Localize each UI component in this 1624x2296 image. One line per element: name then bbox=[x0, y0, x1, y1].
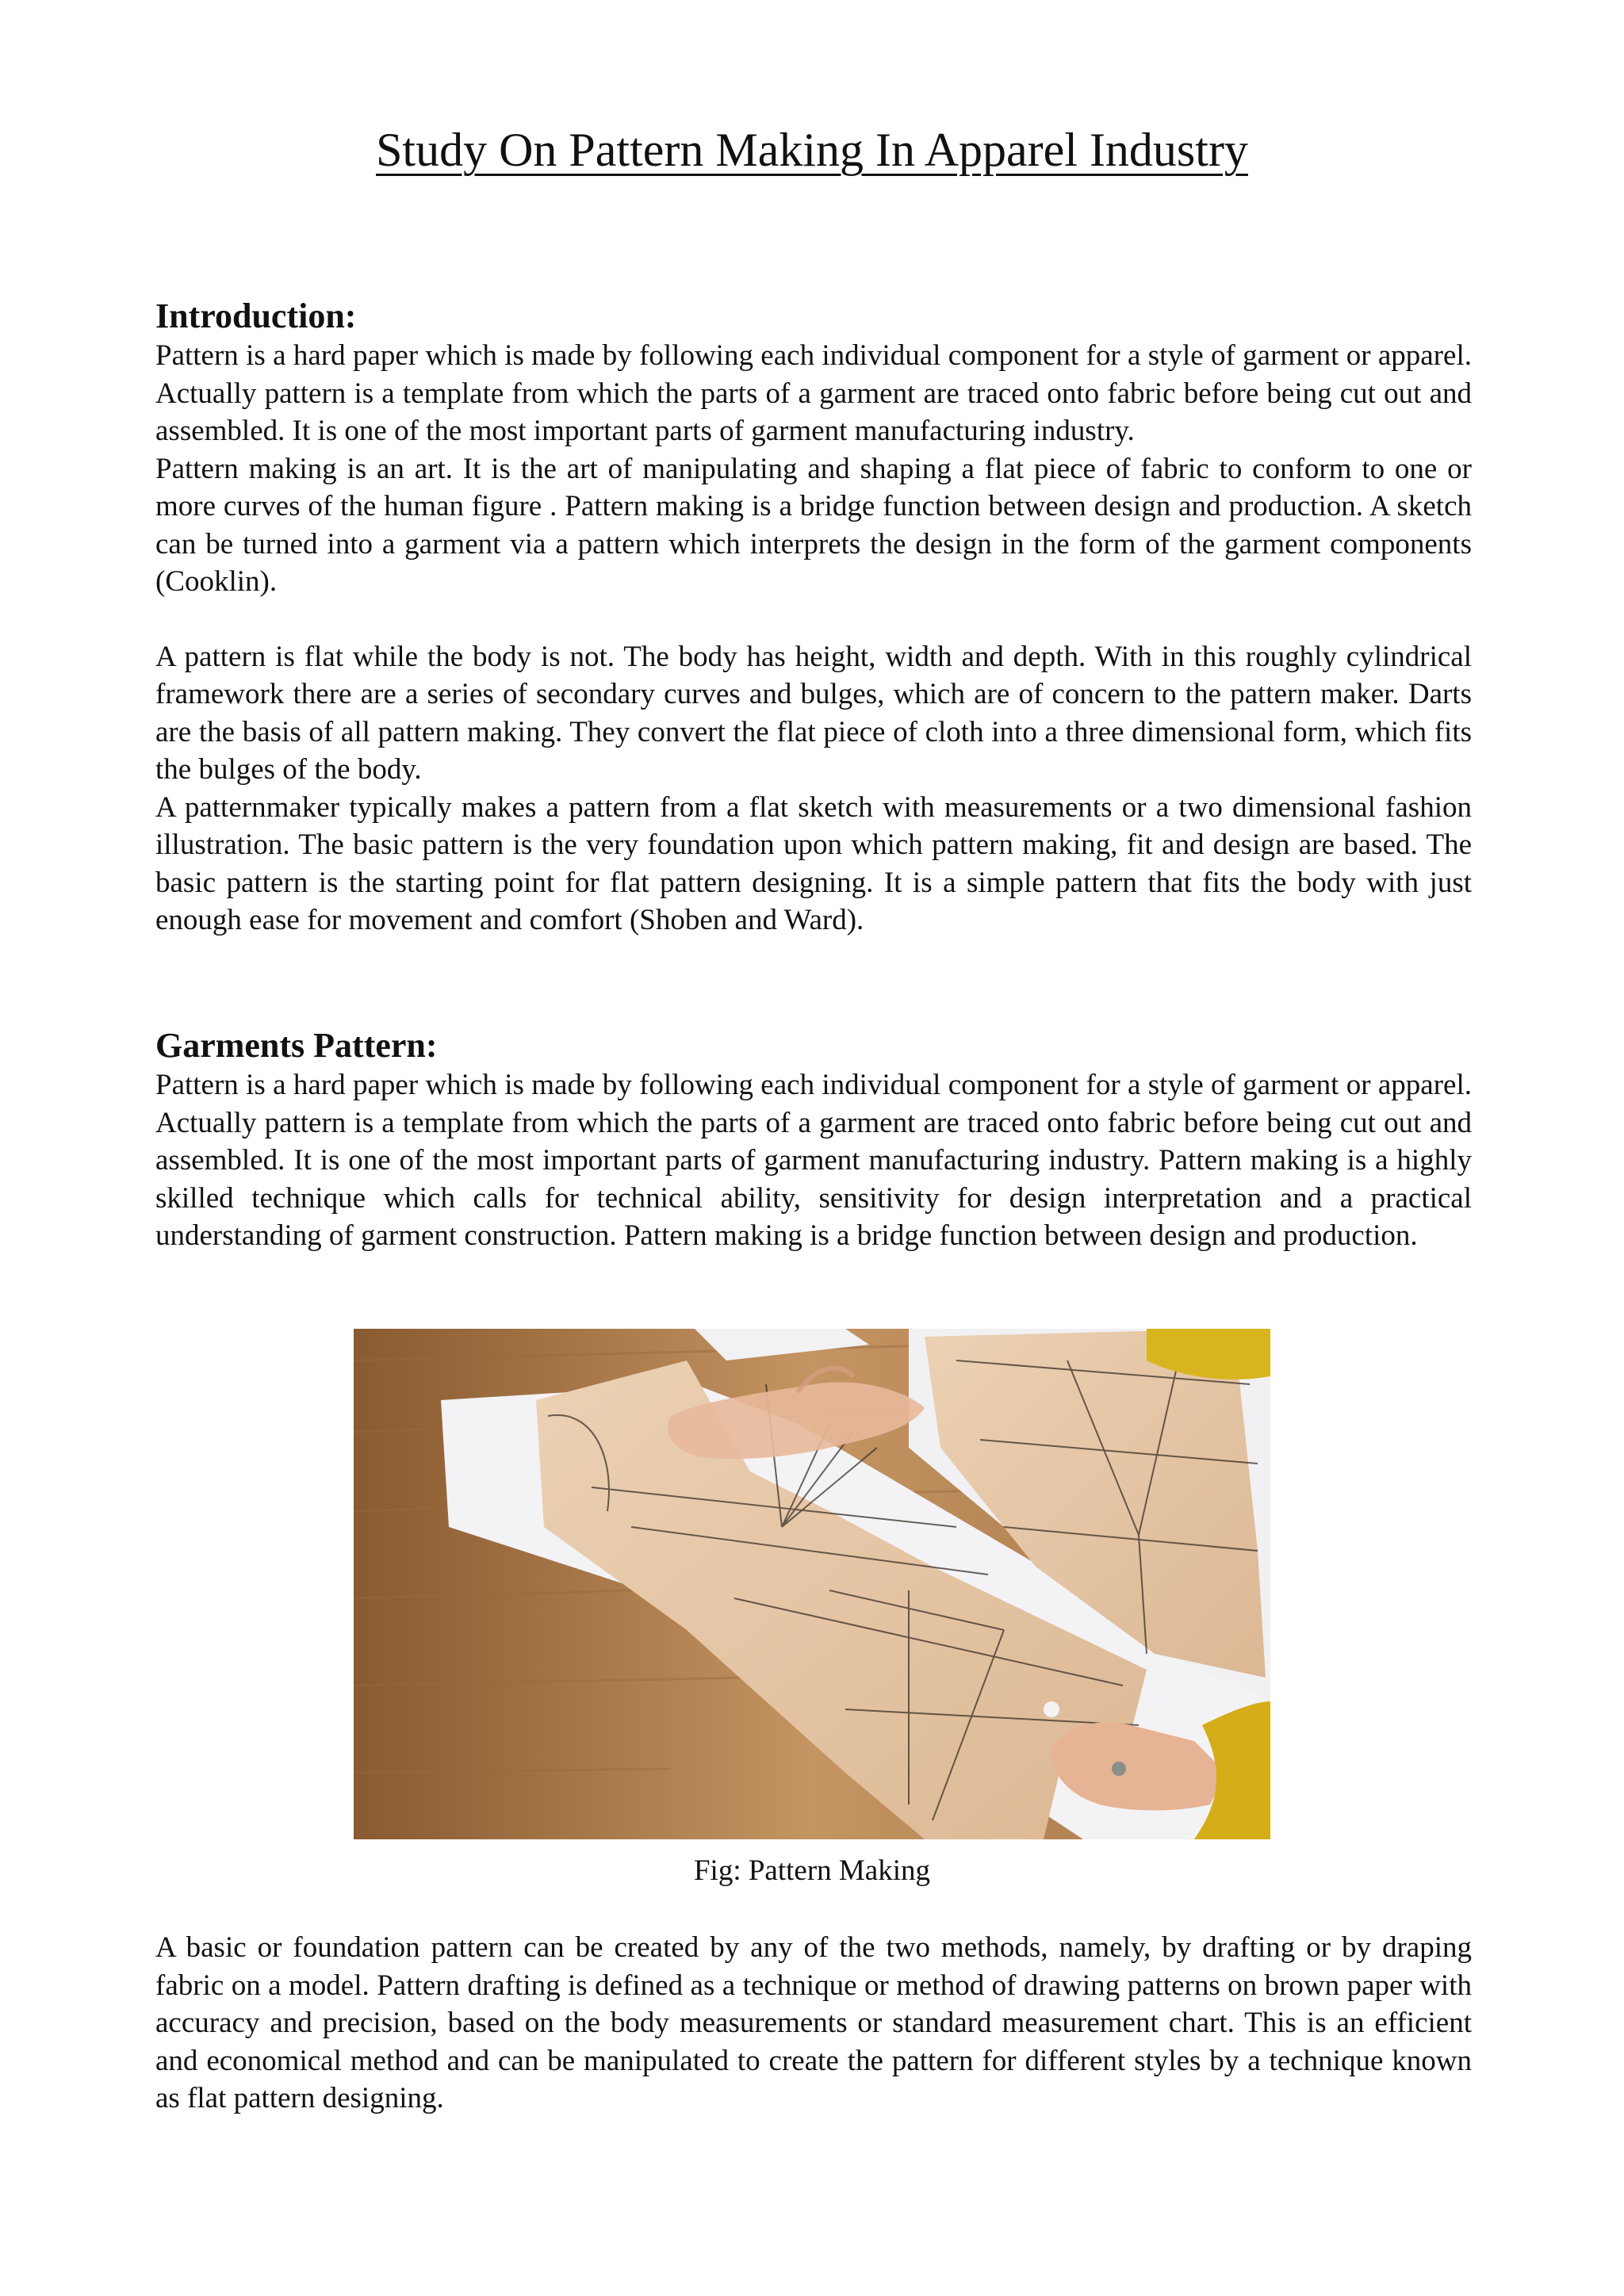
document-title: Study On Pattern Making In Apparel Industry bbox=[376, 124, 1248, 176]
drafting-methods-section bbox=[155, 1929, 1472, 2118]
introduction-paragraph-4: A patternmaker typically makes a pattern from a flat sketch with measurements or a two dimensional fashion illustration. The basic pattern is the very foundation upon which pattern making, fit and design are based. The basic pattern is the starting point for flat pattern designing. It is a simple pattern that fits the body with just enough ease for movement and comfort (Shoben and Ward). bbox=[155, 790, 1472, 936]
introduction-section bbox=[155, 296, 1472, 939]
introduction-paragraph-1: Pattern is a hard paper which is made by following each individual component for a style of garment or apparel. Actually pattern is a template from which the parts of a garment are traced onto fabric before being cut out and assembled. It is one of the most important parts of garment manufacturing industry. bbox=[155, 339, 1472, 447]
garments-pattern-section bbox=[155, 1025, 1472, 1255]
introduction-paragraph-2: Pattern making is an art. It is the art of manipulating and shaping a flat piece of fabric to conform to one or more curves of the human figure . Pattern making is a bridge function between design and production. A sketch can be turned into a garment via a pattern which interprets the design in the form of the garment components (Cooklin). bbox=[155, 452, 1472, 598]
drafting-methods-paragraph: A basic or foundation pattern can be created by any of the two methods, namely, by drafting or by draping fabric on a model. Pattern drafting is defined as a technique or method of drawing patterns on brown paper with accuracy and precision, based on the body measurements or standard measurement chart. This is an efficient and economical method and can be manipulated to create the pattern for different styles by a technique known as flat pattern designing. bbox=[155, 1931, 1472, 2114]
garments-pattern-heading: Garments Pattern: bbox=[155, 1026, 438, 1065]
introduction-heading: Introduction: bbox=[155, 297, 357, 335]
pattern-making-photo bbox=[354, 1329, 1270, 1839]
paragraph-gap bbox=[155, 601, 1472, 638]
introduction-paragraph-3: A pattern is flat while the body is not. The body has height, width and depth. With in this roughly cylindrical framework there are a series of secondary curves and bulges, which are of concern to the pattern maker. Darts are the basis of all pattern making. They convert the flat piece of cloth into a three dimensional form, which fits the bulges of the body. bbox=[155, 640, 1472, 786]
figure-caption: Fig: Pattern Making bbox=[693, 1854, 931, 1887]
garments-pattern-paragraph: Pattern is a hard paper which is made by following each individual component for a style of garment or apparel. Actually pattern is a template from which the parts of a garment are traced onto fabric before being cut out and assembled. It is one of the most important parts of garment manufacturing industry. Pattern making is a highly skilled technique which calls for technical ability, sensitivity for design interpretation and a practical understanding of garment construction. Pattern making is a bridge function between design and production. bbox=[155, 1069, 1472, 1252]
